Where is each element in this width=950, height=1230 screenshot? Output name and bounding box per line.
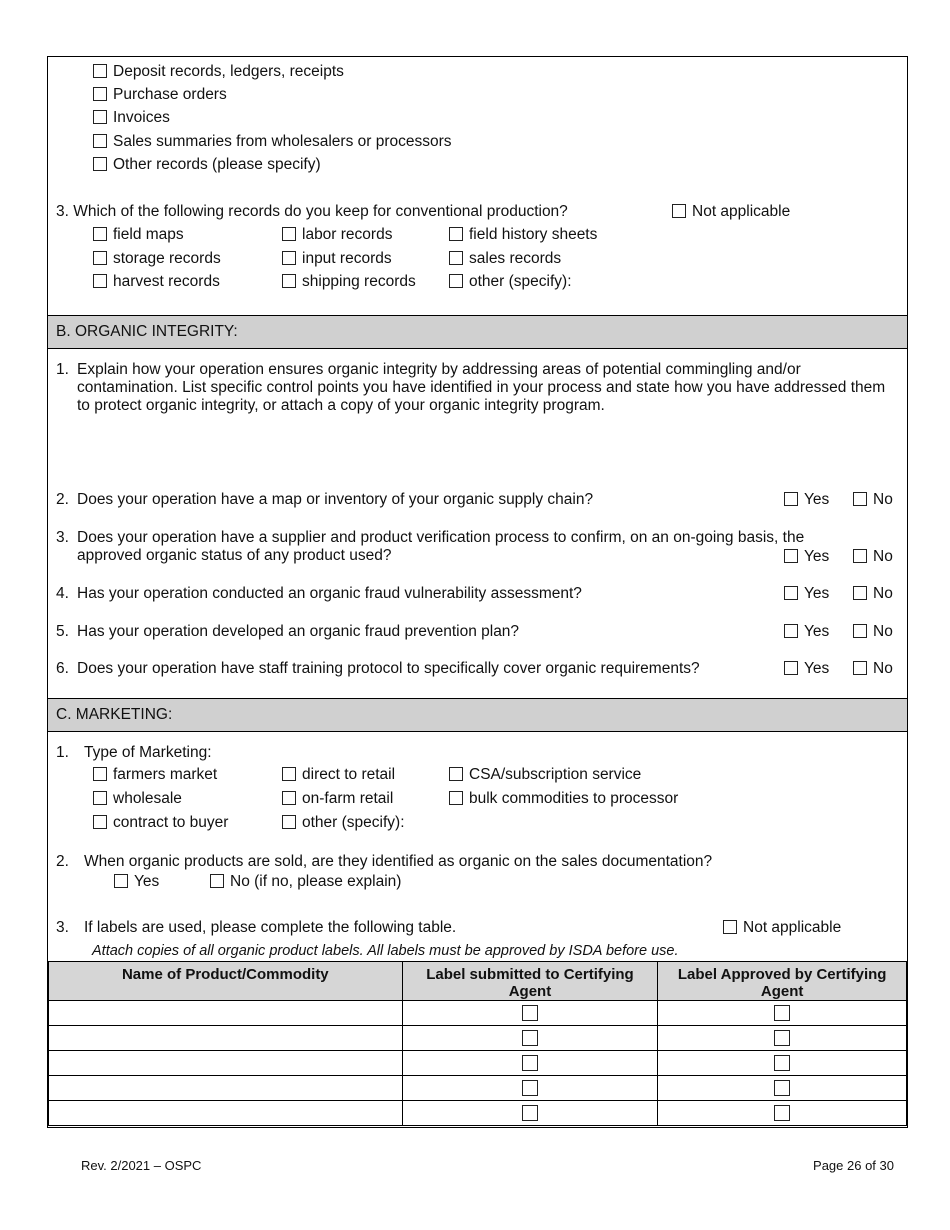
approved-cell — [658, 1051, 907, 1076]
conv-option-storage-records[interactable]: storage records — [93, 250, 221, 268]
product-name-cell[interactable] — [49, 1026, 403, 1051]
marketing-option-csa[interactable]: CSA/subscription service — [449, 766, 641, 784]
checkbox[interactable] — [449, 767, 463, 781]
record-option-sales-summaries[interactable]: Sales summaries from wholesalers or processors — [93, 133, 452, 151]
conv-option-sales-records[interactable]: sales records — [449, 250, 561, 268]
checkbox[interactable] — [853, 492, 867, 506]
marketing-option-contract[interactable]: contract to buyer — [93, 814, 228, 832]
labels-table — [48, 961, 907, 1126]
marketing-question-2: 2. When organic products are sold, are they identified as organic on the sales documentation? — [56, 853, 713, 870]
checkbox[interactable] — [522, 1080, 538, 1096]
checkbox[interactable] — [282, 767, 296, 781]
q3-yes-option[interactable]: Yes — [784, 548, 829, 566]
checkbox[interactable] — [723, 920, 737, 934]
conv-option-shipping-records[interactable]: shipping records — [282, 273, 416, 291]
organic-integrity-question-4: 4. Has your operation conducted an organic fraud vulnerability assessment? — [56, 585, 582, 602]
labels-note: Attach copies of all organic product labels. All labels must be approved by ISDA before use. — [92, 943, 679, 959]
marketing-option-direct-retail[interactable]: direct to retail — [282, 766, 395, 784]
checkbox[interactable] — [784, 549, 798, 563]
checkbox[interactable] — [93, 157, 107, 171]
checkbox[interactable] — [449, 227, 463, 241]
checkbox[interactable] — [853, 549, 867, 563]
approved-cell — [658, 1101, 907, 1126]
marketing-option-on-farm-retail[interactable]: on-farm retail — [282, 790, 393, 808]
checkbox[interactable] — [449, 791, 463, 805]
footer-revision: Rev. 2/2021 – OSPC — [81, 1158, 202, 1173]
conv-option-field-history[interactable]: field history sheets — [449, 226, 597, 244]
checkbox[interactable] — [93, 110, 107, 124]
conv-option-input-records[interactable]: input records — [282, 250, 392, 268]
approved-cell — [658, 1076, 907, 1101]
conventional-records-question: 3. Which of the following records do you keep for conventional production? — [56, 203, 568, 220]
product-name-cell[interactable] — [49, 1076, 403, 1101]
conv-option-field-maps[interactable]: field maps — [93, 226, 184, 244]
conv-option-other[interactable]: other (specify): — [449, 273, 572, 291]
approved-cell — [658, 1001, 907, 1026]
product-name-cell[interactable] — [49, 1101, 403, 1126]
record-option-other[interactable]: Other records (please specify) — [93, 156, 321, 174]
column-header-label-approved: Label Approved by Certifying Agent — [658, 962, 907, 1001]
q2-no-option[interactable]: No — [853, 491, 893, 509]
checkbox[interactable] — [774, 1055, 790, 1071]
q5-yes-option[interactable]: Yes — [784, 623, 829, 641]
marketing-option-farmers-market[interactable]: farmers market — [93, 766, 217, 784]
checkbox[interactable] — [784, 586, 798, 600]
checkbox[interactable] — [93, 251, 107, 265]
checkbox[interactable] — [784, 661, 798, 675]
organic-integrity-question-1: 1. Explain how your operation ensures organic integrity by addressing areas of potential commingling and/or contamination. List specific control points you have identified in your process and state how you have addressed them to protect organic integrity, or attach a copy of your organic integrity program. — [56, 361, 886, 414]
checkbox[interactable] — [93, 274, 107, 288]
q3-no-option[interactable]: No — [853, 548, 893, 566]
submitted-cell — [402, 1101, 658, 1126]
table-row — [49, 1101, 907, 1126]
checkbox[interactable] — [93, 64, 107, 78]
checkbox[interactable] — [449, 274, 463, 288]
checkbox[interactable] — [774, 1030, 790, 1046]
checkbox[interactable] — [853, 661, 867, 675]
q4-no-option[interactable]: No — [853, 585, 893, 603]
checkbox[interactable] — [282, 251, 296, 265]
checkbox[interactable] — [282, 815, 296, 829]
checkbox[interactable] — [93, 87, 107, 101]
checkbox[interactable] — [93, 134, 107, 148]
marketing-question-3: 3. If labels are used, please complete the following table. — [56, 919, 457, 936]
checkbox[interactable] — [522, 1105, 538, 1121]
record-option-invoices[interactable]: Invoices — [93, 109, 170, 127]
q6-no-option[interactable]: No — [853, 660, 893, 678]
organic-integrity-question-6: 6. Does your operation have staff training protocol to specifically cover organic requirements? — [56, 660, 700, 677]
checkbox[interactable] — [784, 624, 798, 638]
form-frame — [47, 56, 908, 1128]
submitted-cell — [402, 1051, 658, 1076]
checkbox[interactable] — [672, 204, 686, 218]
submitted-cell — [402, 1076, 658, 1101]
record-option-purchase-orders[interactable]: Purchase orders — [93, 86, 227, 104]
checkbox[interactable] — [210, 874, 224, 888]
checkbox[interactable] — [282, 791, 296, 805]
organic-integrity-question-3: 3. Does your operation have a supplier and product verification process to confirm, on an on-going basis, the approved organic status of any product used? — [56, 529, 805, 564]
checkbox[interactable] — [282, 227, 296, 241]
checkbox[interactable] — [774, 1005, 790, 1021]
table-row — [49, 1026, 907, 1051]
conv-option-harvest-records[interactable]: harvest records — [93, 273, 220, 291]
record-option-deposit[interactable]: Deposit records, ledgers, receipts — [93, 63, 344, 81]
checkbox[interactable] — [522, 1055, 538, 1071]
q2-yes-option[interactable]: Yes — [784, 491, 829, 509]
checkbox[interactable] — [784, 492, 798, 506]
checkbox[interactable] — [449, 251, 463, 265]
table-row — [49, 1001, 907, 1026]
product-name-cell[interactable] — [49, 1051, 403, 1076]
footer-page-number: Page 26 of 30 — [813, 1158, 894, 1173]
checkbox[interactable] — [853, 624, 867, 638]
section-c-heading: C. MARKETING: — [48, 698, 907, 732]
column-header-product: Name of Product/Commodity — [49, 962, 403, 1001]
organic-integrity-question-2: 2. Does your operation have a map or inventory of your organic supply chain? — [56, 491, 594, 508]
q4-yes-option[interactable]: Yes — [784, 585, 829, 603]
checkbox[interactable] — [93, 815, 107, 829]
table-row — [49, 1076, 907, 1101]
column-header-label-submitted: Label submitted to Certifying Agent — [402, 962, 658, 1001]
organic-integrity-question-5: 5. Has your operation developed an organic fraud prevention plan? — [56, 623, 520, 640]
checkbox[interactable] — [93, 227, 107, 241]
table-row — [49, 1051, 907, 1076]
q5-no-option[interactable]: No — [853, 623, 893, 641]
submitted-cell — [402, 1001, 658, 1026]
marketing-q2-no-option[interactable]: No (if no, please explain) — [210, 873, 401, 891]
approved-cell — [658, 1026, 907, 1051]
marketing-question-1: 1. Type of Marketing: — [56, 744, 212, 761]
marketing-option-wholesale[interactable]: wholesale — [93, 790, 182, 808]
labels-not-applicable[interactable]: Not applicable — [723, 919, 841, 937]
submitted-cell — [402, 1026, 658, 1051]
conventional-not-applicable[interactable]: Not applicable — [672, 203, 790, 221]
checkbox[interactable] — [93, 791, 107, 805]
checkbox[interactable] — [774, 1105, 790, 1121]
checkbox[interactable] — [114, 874, 128, 888]
conv-option-labor-records[interactable]: labor records — [282, 226, 392, 244]
checkbox[interactable] — [774, 1080, 790, 1096]
checkbox[interactable] — [522, 1030, 538, 1046]
marketing-option-other[interactable]: other (specify): — [282, 814, 405, 832]
checkbox[interactable] — [93, 767, 107, 781]
checkbox[interactable] — [282, 274, 296, 288]
marketing-option-bulk[interactable]: bulk commodities to processor — [449, 790, 678, 808]
product-name-cell[interactable] — [49, 1001, 403, 1026]
q6-yes-option[interactable]: Yes — [784, 660, 829, 678]
section-b-heading: B. ORGANIC INTEGRITY: — [48, 315, 907, 349]
checkbox[interactable] — [522, 1005, 538, 1021]
checkbox[interactable] — [853, 586, 867, 600]
marketing-q2-yes-option[interactable]: Yes — [114, 873, 159, 891]
